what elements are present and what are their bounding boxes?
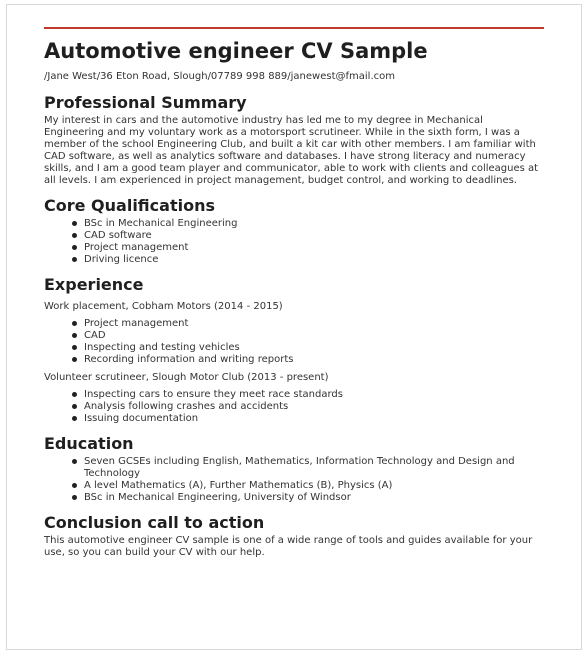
job-title: Work placement, Cobham Motors (2014 - 2015) bbox=[44, 301, 283, 312]
list-item: Analysis following crashes and accidents bbox=[84, 401, 544, 413]
list-item: Project management bbox=[84, 318, 544, 330]
job-duties-list bbox=[44, 318, 544, 366]
qualifications-heading: Core Qualifications bbox=[44, 196, 215, 215]
list-item: Seven GCSEs including English, Mathematics, Information Technology and Design and Technology bbox=[84, 456, 544, 480]
list-item: A level Mathematics (A), Further Mathematics (B), Physics (A) bbox=[84, 480, 544, 492]
conclusion-text: This automotive engineer CV sample is one of a wide range of tools and guides available for your use, so you can build your CV with our help. bbox=[44, 535, 533, 558]
cv-document bbox=[44, 36, 544, 559]
list-item: Issuing documentation bbox=[84, 413, 544, 425]
qualifications-list bbox=[44, 218, 544, 266]
list-item: CAD bbox=[84, 330, 544, 342]
job-duties-list bbox=[44, 389, 544, 425]
experience-heading: Experience bbox=[44, 275, 144, 294]
cv-title: Automotive engineer CV Sample bbox=[44, 39, 428, 63]
list-item: Project management bbox=[84, 242, 544, 254]
list-item: BSc in Mechanical Engineering, University of Windsor bbox=[84, 492, 544, 504]
summary-heading: Professional Summary bbox=[44, 93, 247, 112]
list-item: Recording information and writing reports bbox=[84, 354, 544, 366]
conclusion-heading: Conclusion call to action bbox=[44, 513, 265, 532]
job-title: Volunteer scrutineer, Slough Motor Club (2013 - present) bbox=[44, 372, 329, 383]
list-item: Inspecting cars to ensure they meet race standards bbox=[84, 389, 544, 401]
list-item: Driving licence bbox=[84, 254, 544, 266]
contact-line: /Jane West/36 Eton Road, Slough/07789 998 889/janewest@fmail.com bbox=[44, 71, 395, 82]
list-item: CAD software bbox=[84, 230, 544, 242]
education-list bbox=[44, 456, 544, 504]
education-heading: Education bbox=[44, 434, 134, 453]
list-item: BSc in Mechanical Engineering bbox=[84, 218, 544, 230]
top-divider bbox=[44, 27, 544, 29]
list-item: Inspecting and testing vehicles bbox=[84, 342, 544, 354]
summary-text: My interest in cars and the automotive industry has led me to my degree in Mechanical Engineering and my voluntary work as a motorsport scrutineer. While in the sixth form, I was a member of the school Engineering Club, and built a kit car with other members. I am familiar with CAD software, as well as analytics software and databases. I have strong literacy and numeracy skills, and I am a good team player and communicator, able to work with clients and colleagues at all levels. I am experienced in project management, budget control, and working to deadlines. bbox=[44, 115, 539, 186]
